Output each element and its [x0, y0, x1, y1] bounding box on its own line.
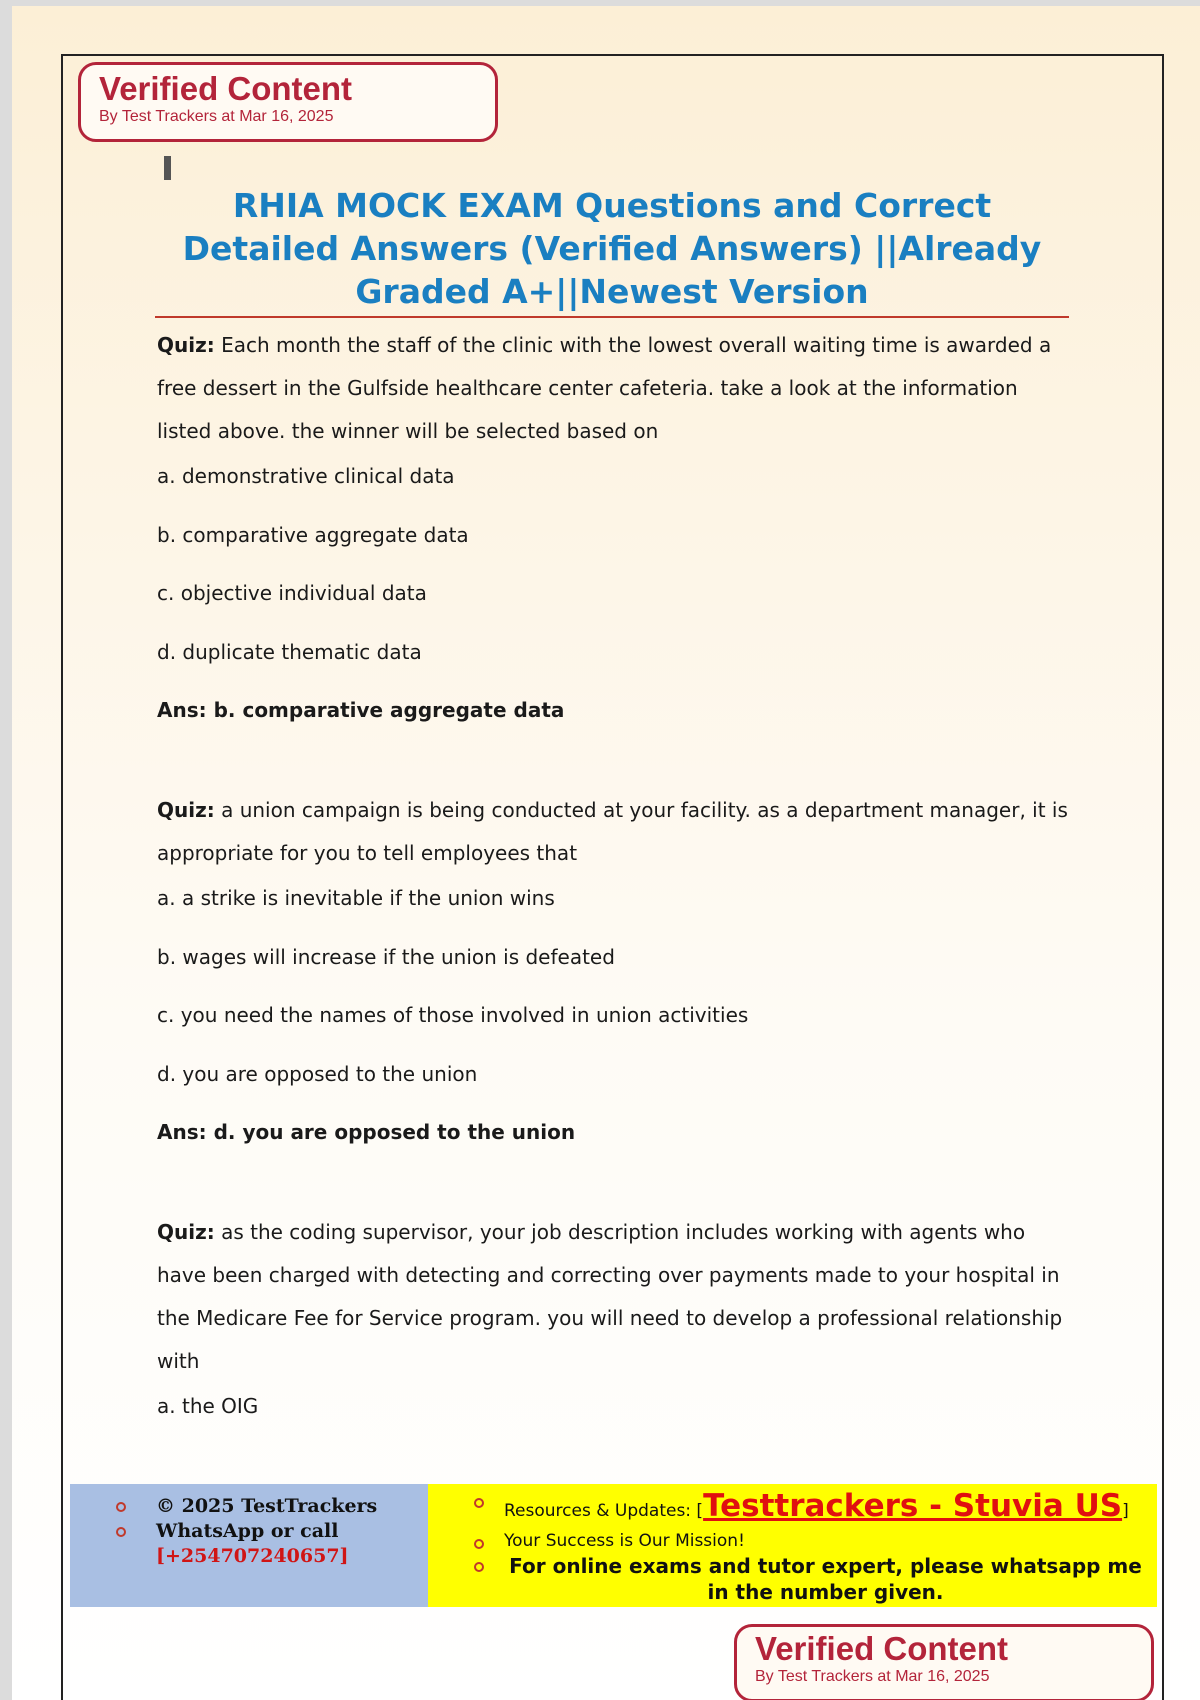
- question-body: as the coding supervisor, your job description includes working with agents who have been charged with detecting and correcting over payments made to your hospital in the Medicare Fee for Service program. you will need to develop a professional relationship with: [157, 1220, 1063, 1373]
- question-label: Quiz:: [157, 333, 215, 357]
- question-text: [157, 324, 1077, 453]
- question-text: [157, 1211, 1077, 1383]
- stamp-title: Verified Content: [99, 70, 353, 107]
- footer-copyright-row: [116, 1494, 428, 1519]
- bullet-icon: [116, 1502, 126, 1512]
- footer-contact: [70, 1484, 428, 1607]
- footer-online-note: For online exams and tutor expert, please whatsapp me in the number given.: [509, 1554, 1142, 1604]
- bullet-icon: [474, 1539, 484, 1549]
- answer-option: d. you are opposed to the union: [157, 1061, 478, 1086]
- question-text: [157, 789, 1077, 875]
- document-page: [12, 6, 1200, 1700]
- title-divider: [155, 316, 1069, 318]
- resources-link[interactable]: Testtrackers - Stuvia US: [703, 1488, 1123, 1524]
- answer-option: c. objective individual data: [157, 581, 427, 605]
- footer-resources-row: [474, 1488, 1147, 1529]
- footer-contact-row: [116, 1519, 428, 1569]
- stamp-title: Verified Content: [755, 1630, 1009, 1667]
- answer-option: a. a strike is inevitable if the union wins: [157, 886, 555, 910]
- question-block: [157, 789, 1077, 1143]
- stamp-subtitle: By Test Trackers at Mar 16, 2025: [99, 108, 334, 125]
- verified-stamp-top: [78, 62, 498, 142]
- footer-phone[interactable]: [+254707240657]: [156, 1545, 349, 1567]
- footer-banner: [70, 1484, 1157, 1607]
- resources-close: ]: [1122, 1501, 1129, 1521]
- stamp-subtitle: By Test Trackers at Mar 16, 2025: [755, 1668, 990, 1685]
- bullet-icon: [474, 1562, 484, 1572]
- bullet-icon: [474, 1498, 484, 1508]
- footer-online-row: [474, 1553, 1147, 1605]
- answer-option: d. duplicate thematic data: [157, 639, 422, 664]
- footer-mission-row: [474, 1529, 1147, 1553]
- bullet-icon: [116, 1527, 126, 1537]
- question-label: Quiz:: [157, 798, 215, 822]
- footer-contact-label: WhatsApp or call: [156, 1520, 339, 1542]
- resources-label: Resources & Updates: [: [504, 1501, 704, 1521]
- document-title: RHIA MOCK EXAM Questions and Correct Detailed Answers (Verified Answers) ||Already Graded A+||Newest Version: [182, 186, 1042, 311]
- answer-option: c. you need the names of those involved in union activities: [157, 1003, 749, 1027]
- question-block: [157, 324, 1077, 721]
- question-list: [157, 324, 1077, 1454]
- footer-resources: [428, 1484, 1157, 1607]
- question-block: [157, 1211, 1077, 1417]
- question-body: Each month the staff of the clinic with the lowest overall waiting time is awarded a free dessert in the Gulfside healthcare center cafeteria. take a look at the information listed above. the winner will be selected based on: [157, 333, 1052, 443]
- correct-answer: Ans: b. comparative aggregate data: [157, 698, 565, 722]
- text-cursor: [164, 156, 171, 180]
- question-label: Quiz:: [157, 1220, 215, 1244]
- footer-mission: Your Success is Our Mission!: [504, 1531, 745, 1551]
- correct-answer: Ans: d. you are opposed to the union: [157, 1120, 576, 1144]
- answer-option: a. demonstrative clinical data: [157, 464, 455, 488]
- answer-option: a. the OIG: [157, 1394, 259, 1418]
- verified-stamp-bottom: [734, 1624, 1154, 1700]
- question-body: a union campaign is being conducted at your facility. as a department manager, it is appropriate for you to tell employees that: [157, 798, 1068, 865]
- footer-copyright: © 2025 TestTrackers: [156, 1495, 378, 1517]
- answer-option: b. comparative aggregate data: [157, 522, 469, 547]
- answer-option: b. wages will increase if the union is defeated: [157, 944, 615, 969]
